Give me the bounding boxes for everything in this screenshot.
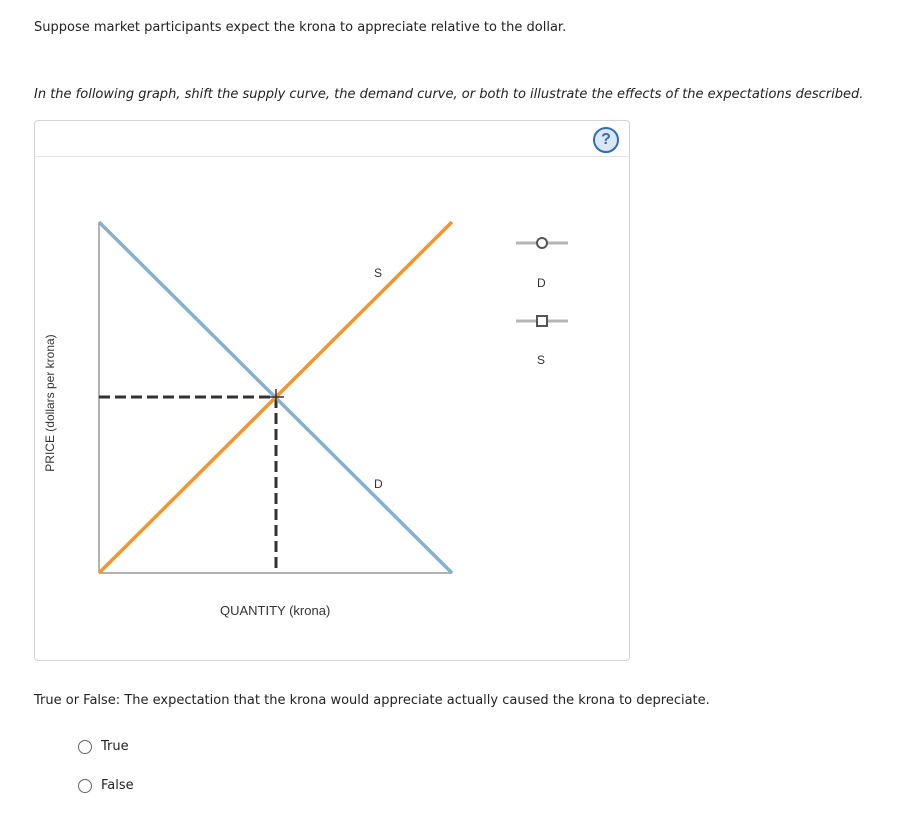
help-icon[interactable]: ? xyxy=(593,127,619,153)
question-text: True or False: The expectation that the krona would appreciate actually caused the krona to depreciate. xyxy=(34,693,710,708)
circle-icon xyxy=(537,238,547,248)
supply-curve-tool[interactable] xyxy=(516,316,568,326)
supply-tool-label: S xyxy=(537,353,546,367)
y-axis-label: PRICE (dollars per krona) xyxy=(43,334,57,472)
square-icon xyxy=(537,316,547,326)
demand-tool-label: D xyxy=(537,276,546,290)
option-true-label: True xyxy=(101,739,129,754)
radio-true[interactable] xyxy=(78,740,92,754)
demand-curve-label: D xyxy=(374,477,383,491)
demand-curve-tool[interactable] xyxy=(516,238,568,248)
radio-false[interactable] xyxy=(78,779,92,793)
instructions-text: In the following graph, shift the supply curve, the demand curve, or both to illustrate the effects of the expectations described. xyxy=(34,87,864,102)
x-axis-label: QUANTITY (krona) xyxy=(220,603,331,618)
intro-text: Suppose market participants expect the krona to appreciate relative to the dollar. xyxy=(34,20,567,35)
option-false-label: False xyxy=(101,778,134,793)
option-true[interactable] xyxy=(78,739,129,754)
supply-curve-label: S xyxy=(374,266,383,280)
option-false[interactable] xyxy=(78,778,134,793)
